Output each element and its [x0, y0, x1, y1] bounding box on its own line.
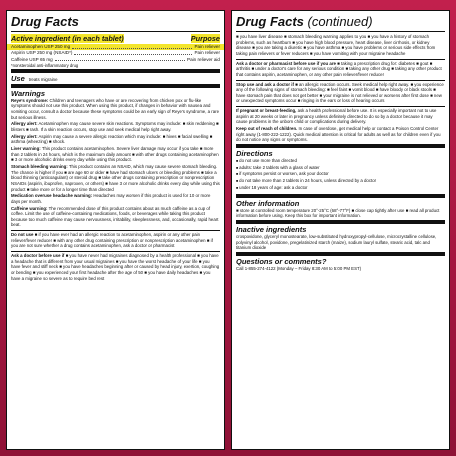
- directions-item: ■ do not take more than 2 tablets in 24 hours, unless directed by a doctor: [232, 178, 449, 185]
- warnings-heading: Warnings: [11, 88, 46, 98]
- do-not-use: Do not use ■ if you have ever had an allergic reaction to acetaminophen, aspirin or any other pain reliever/fever reducer ■ with any other drug containing prescription or nonprescription acetaminophen ■ if you are not sure whether a drug contains acetaminophen, ask a doctor or pharmacist: [11, 232, 213, 249]
- questions-heading: Questions or comments?: [236, 256, 327, 266]
- drug-facts-panel-right: [231, 10, 450, 450]
- inactive-ingredients-text: crospovidone, glyceryl monostearate, low-substituted hydroxypropyl-cellulose, microcrystalline cellulose, polyvinyl alcohol, povidone, pregelatinized starch (maize), sodium lauryl sulfate, stearic acid, talc and titanium dioxide: [236, 233, 437, 251]
- keep-out-of-reach: Keep out of reach of children. In case of overdose, get medical help or contact a Poison Control Center right away (1-800-222-1222). Quick medical attention is critical for adults as well as for children even if you do not notice any signs or symptoms.: [236, 126, 441, 143]
- ask-doctor-continued: ■ you have liver disease ■ stomach bleeding warning applies to you ■ you have a history of stomach problems, such as heartburn ■ you have high blood pressure, heart disease, liver cirrhosis, or kidney disease ■ you are taking a diuretic ■ you have asthma ■ you have problems or serious side effects from taking pain relievers or fever reducers ■ you have vomiting with your migraine headache: [236, 34, 436, 56]
- questions-phone: Call 1-855-274-4122 (Monday – Friday 8:30 AM to 5:00 PM EST): [236, 265, 362, 271]
- use-heading: Use: [11, 73, 25, 83]
- other-information-heading: Other information: [236, 198, 300, 208]
- ingredient-name: Aspirin USP 250 mg (NSAID*): [11, 50, 73, 56]
- ask-doctor-pharmacist: Ask a doctor or pharmacist before use if you are ■ taking a prescription drug for: diabetes ■ gout ■ arthritis ■ under a doctor's care for any serious condition ■ taking any other drug ■ taking any other product that contains aspirin, acetaminophen, or any other pain reliever/fever reducer: [236, 60, 442, 77]
- purpose-heading: Purpose: [190, 34, 220, 43]
- divider: [236, 59, 445, 60]
- liver-warning: Liver warning: This product contains acetaminophen. Severe liver damage may occur if you take ■ more than 2 tablets in 24 hours, which is the maximum daily amount ■ with other drugs containing acetaminophen ■ 3 or more alcoholic drinks every day while using this product.: [11, 146, 219, 163]
- panel-title: Drug Facts (continued): [236, 14, 373, 29]
- caffeine-warning: Caffeine warning: The recommended dose of this product contains about as much caffeine as a cup of coffee. Limit the use of caffeine-containing medications, foods, or beverages while taking this product because too much caffeine may cause nervousness, irritability, sleeplessness, and, occasionally, rapid heart beat.: [11, 205, 219, 228]
- ask-doctor-before-use: Ask a doctor before use if ■ you have never had migraines diagnosed by a health professional ■ you have a headache that is different from your usual migraines ■ you have the worst headache of your life ■ you have fever and stiff neck ■ you have headaches beginning after or caused by head injury, exertion, coughing or bending ■ you experienced your first headache after the age of 50 ■ you have daily headaches ■ you have a migraine so severe as to require bed rest: [11, 253, 220, 281]
- ingredient-purpose: Pain reliever: [194, 50, 220, 56]
- allergy-alert-acetaminophen: Allergy alert: Acetaminophen may cause severe skin reactions. Symptoms may include: ■ skin reddening ■ blisters ■ rash. If a skin reaction occurs, stop use and seek medical help right away.: [11, 121, 219, 133]
- divider: [11, 230, 220, 231]
- footnote: *nonsteroidal anti-inflammatory drug: [11, 62, 79, 68]
- overuse-headache-warning: Medication overuse headache warning: Headaches may worsen if this product is used for 10 or more days per month.: [11, 193, 211, 204]
- drug-facts-panel-left: [6, 10, 225, 450]
- divider: [236, 80, 445, 81]
- directions-item: ■ do not use more than directed: [232, 158, 449, 165]
- other-information-text: ■ store at controlled room temperature 20°-25°C (68°-77°F) ■ close cap tightly after use ■ read all product information before using. Keep this box for important information.: [236, 207, 440, 219]
- inactive-ingredients-heading: Inactive ingredients: [236, 224, 307, 234]
- panel-title: Drug Facts: [11, 14, 79, 29]
- allergy-alert-aspirin: Allergy alert: Aspirin may cause a severe allergic reaction which may include: ■ hives ■ facial swelling ■ asthma (wheezing) ■ shock.: [11, 133, 213, 145]
- use-section: [7, 73, 224, 84]
- ingredients-header: [7, 32, 224, 44]
- divider: [236, 106, 445, 107]
- ingredient-purpose: Pain reliever: [194, 44, 220, 49]
- reye-warning: Reye's syndrome: Children and teenagers who have or are recovering from chicken pox or flu-like symptoms should not use this product. When using this product, if changes in behavior with nausea and vomiting occur, consult a doctor because these symptoms could be an early sign of Reye's syndrome, a rare but serious illness.: [11, 97, 219, 120]
- stomach-bleeding-warning: Stomach bleeding warning: This product contains an NSAID, which may cause severe stomach bleeding. The chance is higher if you ■ are age 60 or older ■ have had stomach ulcers or bleeding problems ■ take a blood thinning (anticoagulant) or steroid drug ■ take other drugs containing prescription or nonprescription NSAIDs (aspirin, ibuprofen, naproxen, or others) ■ have 3 or more alcoholic drinks every day while using this product ■ take more or for a longer time than directed: [11, 164, 220, 192]
- active-ingredient-heading: Active ingredient (in each tablet): [11, 34, 124, 43]
- divider: [11, 251, 220, 252]
- stop-use: Stop use and ask a doctor if ■ an allergic reaction occurs. Seek medical help right away. ■ you experience any of the following signs of stomach bleeding: ■ feel faint ■ vomit blood ■ have bloody or black stools ■ have stomach pain that does not get better ■ your migraine is not relieved or worsens after first dose ■ new or unexpected symptoms occur ■ ringing in the ears or loss of hearing occurs: [236, 81, 444, 104]
- ingredient-name: Caffeine USP 65 mg: [11, 56, 53, 62]
- ingredient-name: Acetaminophen USP 250 mg: [11, 44, 71, 49]
- directions-item: ■ if symptoms persist or worsen, ask your doctor: [232, 171, 449, 178]
- pregnancy-warning: If pregnant or breast-feeding, ask a health professional before use. It is especially important not to use aspirin at 20 weeks or later in pregnancy unless definitely directed to do so by a doctor because it may cause problems in the unborn child or complications during delivery.: [236, 108, 437, 125]
- use-text: treats migraine: [28, 76, 58, 82]
- ingredient-purpose: Pain reliever aid: [187, 56, 220, 62]
- directions-item: ■ adults: take 2 tablets with a glass of water: [232, 165, 449, 172]
- directions-heading: Directions: [236, 149, 273, 159]
- directions-item: ■ under 18 years of age: ask a doctor: [232, 185, 449, 192]
